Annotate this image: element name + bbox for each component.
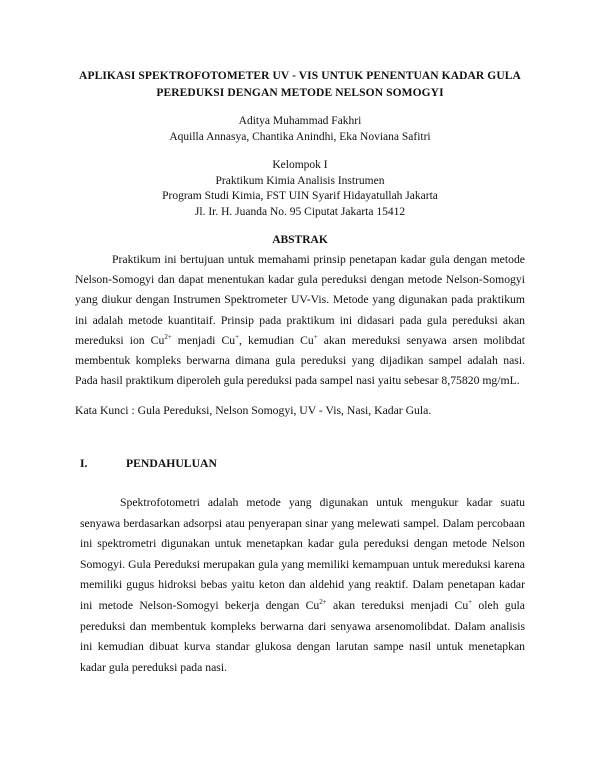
abstract-text-3: , kemudian Cu: [239, 333, 314, 347]
abstract-text-1: Praktikum ini bertujuan untuk memahami prinsip penetapan kadar gula dengan metode Nelson-Somogyi dan dapat menentukan kadar gula pereduksi dengan metode Nelson-Somogyi yang diukur dengan Instrumen Spektrometer UV-Vis. Metode yang digunakan pada praktikum ini adalah metode kuantitaif. Prinsip pada praktikum ini didasari pada gula pereduksi akan mereduksi ion Cu: [75, 253, 525, 347]
abstract-paragraph: [75, 250, 525, 391]
abstract-body: [75, 250, 525, 391]
body-text-1: Spektrofotometri adalah metode yang digunakan untuk mengukur kadar suatu senyawa berdasarkan adsorpsi atau penyerapan sinar yang melewati sampel. Dalam percobaan ini spektrometri digunakan untuk menetapkan kadar gula pereduksi dengan metode Nelson Somogyi. Gula Pereduksi merupakan gula yang memiliki kemampuan untuk mereduksi karena memiliki gugus hidroksi bebas yaitu keton dan aldehid yang reaktif. Dalam penetapan kadar ini metode Nelson-Somogyi bekerja dengan Cu: [80, 496, 525, 612]
superscript: +: [468, 598, 473, 607]
author-block: [0, 113, 600, 145]
abstract-text-4: akan mereduksi senyawa arsen molibdat membentuk kompleks berwarna dimana gula pereduksi yang dijadikan sampel adalah nasi. Pada hasil praktikum diperoleh gula pereduksi pada sampel nasi yaitu sebesar 8,75820 mg/mL.: [75, 333, 525, 388]
superscript: 2+: [164, 332, 172, 341]
affiliation-program: Program Studi Kimia, FST UIN Syarif Hidayatullah Jakarta: [162, 190, 438, 202]
paper-title: [0, 68, 600, 102]
affiliation-address: Jl. Ir. H. Juanda No. 95 Ciputat Jakarta 15412: [194, 205, 406, 218]
body-paragraph: [80, 493, 525, 678]
section-heading: [80, 456, 217, 472]
superscript: +: [235, 332, 240, 341]
title-line-2: PEREDUKSI DENGAN METODE NELSON SOMOGYI: [156, 87, 444, 99]
body-text-3: oleh gula pereduksi dan membentuk kompleks berwarna dari senyawa arsenomolibdat. Dalam analisis ini kemudian dibuat kurva standar glukosa dengan larutan sampe nasil untuk menetapkan kadar gula pereduksi pada nasi.: [80, 598, 525, 674]
body-text-2: akan tereduksi menjadi Cu: [326, 598, 469, 612]
superscript: +: [313, 332, 318, 341]
keywords-line: Kata Kunci : Gula Pereduksi, Nelson Somogyi, UV - Vis, Nasi, Kadar Gula.: [75, 404, 432, 417]
affiliation-block: [0, 158, 600, 220]
author-line-2: Aquilla Annasya, Chantika Anindhi, Eka Noviana Safitri: [169, 131, 431, 143]
superscript: 2+: [319, 598, 327, 607]
abstract-text-2: menjadi Cu: [171, 333, 236, 347]
affiliation-course: Praktikum Kimia Analisis Instrumen: [215, 174, 385, 187]
section-body: [80, 493, 525, 678]
section-number: I.: [80, 457, 88, 470]
title-line-1: APLIKASI SPEKTROFOTOMETER UV - VIS UNTUK PENENTUAN KADAR GULA: [79, 70, 521, 82]
affiliation-group: Kelompok I: [272, 159, 328, 171]
author-line-1: Aditya Muhammad Fakhri: [238, 115, 362, 127]
abstract-heading: ABSTRAK: [272, 234, 328, 246]
section-title: PENDAHULUAN: [126, 457, 217, 470]
